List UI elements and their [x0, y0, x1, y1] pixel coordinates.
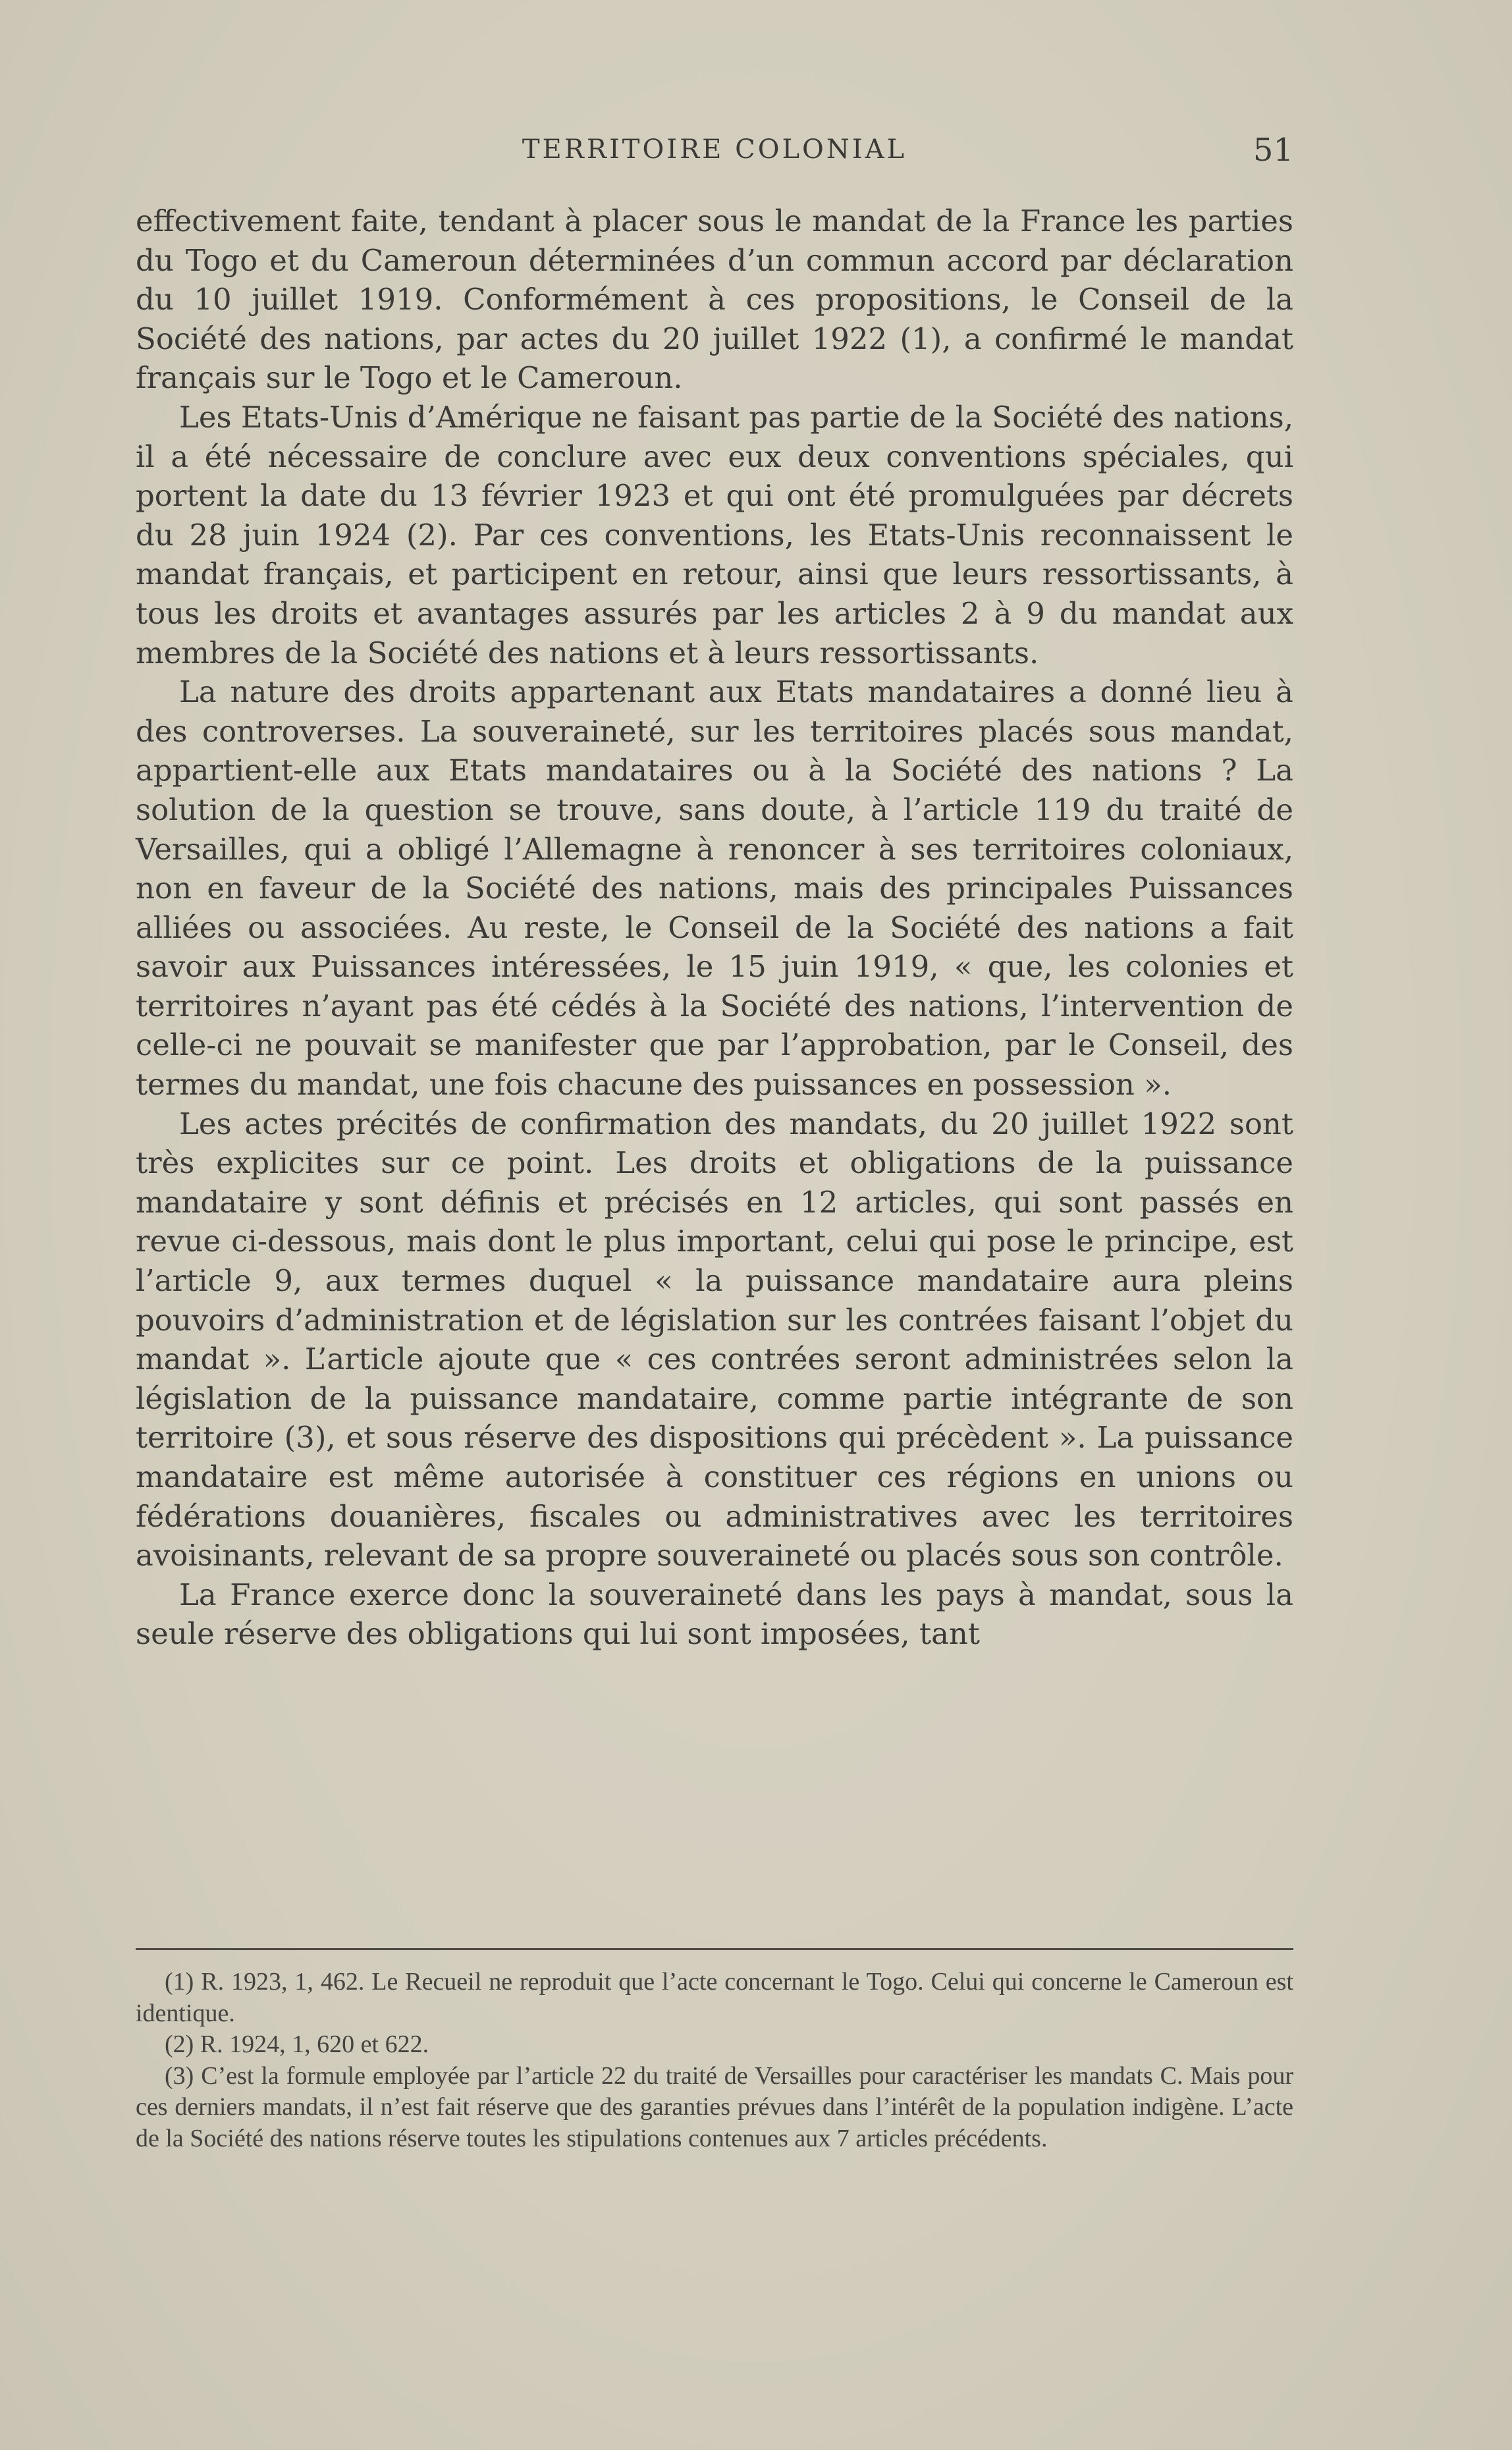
paragraph: Les Etats-Unis d’Amérique ne faisant pas partie de la Société des nations, il a été nécessaire de conclure avec eux deux conventions spéciales, qui portent la date du 13 février 1923 et qui ont été promulguées par décrets du 28 juin 1924 (2). Par ces conventions, les Etats-Unis reconnaissent le mandat français, et participent en retour, ainsi que leurs ressortissants, à tous les droits et avantages assurés par les articles 2 à 9 du mandat aux membres de la Société des nations et à leurs ressortissants.	[136, 399, 1293, 670]
page-number: 51	[1253, 132, 1293, 169]
footnote-separator	[136, 1948, 1293, 1950]
footnotes	[136, 1967, 1293, 2154]
paragraph: Les actes précités de confirmation des mandats, du 20 juillet 1922 sont très explicites sur ce point. Les droits et obligations de la puissance mandataire y sont définis et précisés en 12 articles, qui sont passés en revue ci-dessous, mais dont le plus important, celui qui pose le principe, est l’article 9, aux termes duquel « la puissance mandataire aura pleins pouvoirs d’administration et de législation sur les contrées faisant l’objet du mandat ». L’article ajoute que « ces contrées seront administrées selon la législation de la puissance mandataire, comme partie intégrante de son territoire (3), et sous réserve des dispositions qui précèdent ». La puissance mandataire est même autorisée à constituer ces régions en unions ou fédérations douanières, fiscales ou administratives avec les territoires avoisinants, relevant de sa propre souveraineté ou placés sous son contrôle.	[136, 1106, 1293, 1573]
main-text	[136, 202, 1293, 1654]
paragraph: La nature des droits appartenant aux Etats mandataires a donné lieu à des controverses. La souveraineté, sur les territoires placés sous mandat, appartient-elle aux Etats mandataires ou à la Société des nations ? La solution de la question se trouve, sans doute, à l’article 119 du traité de Versailles, qui a obligé l’Allemagne à renoncer à ses territoires coloniaux, non en faveur de la Société des nations, mais des principales Puissances alliées ou associées. Au reste, le Conseil de la Société des nations a fait savoir aux Puissances intéressées, le 15 juin 1919, « que, les colonies et territoires n’ayant pas été cédés à la Société des nations, l’intervention de celle-ci ne pouvait se manifester que par l’approbation, par le Conseil, des termes du mandat, une fois chacune des puissances en possession ».	[136, 674, 1293, 1102]
footnote: (2) R. 1924, 1, 620 et 622.	[165, 2030, 429, 2058]
footnote: (1) R. 1923, 1, 462. Le Recueil ne reproduit que l’acte concernant le Togo. Celui qui concerne le Cameroun est identique.	[136, 1968, 1293, 2027]
paragraph: effectivement faite, tendant à placer sous le mandat de la France les parties du Togo et du Cameroun déterminées d’un commun accord par déclaration du 10 juillet 1919. Conformément à ces propositions, le Conseil de la Société des nations, par actes du 20 juillet 1922 (1), a confirmé le mandat français sur le Togo et le Cameroun.	[136, 204, 1293, 396]
paragraph: La France exerce donc la souveraineté dans les pays à mandat, sous la seule réserve des obligations qui lui sont imposées, tant	[136, 1577, 1293, 1652]
page-header	[136, 132, 1293, 171]
running-title: TERRITOIRE COLONIAL	[522, 134, 907, 165]
footnote: (3) C’est la formule employée par l’article 22 du traité de Versailles pour caractériser les mandats C. Mais pour ces derniers mandats, il n’est fait réserve que des garanties prévues dans l’intérêt de la population indigène. L’acte de la Société des nations réserve toutes les stipulations contenues aux 7 articles précédents.	[136, 2061, 1293, 2152]
